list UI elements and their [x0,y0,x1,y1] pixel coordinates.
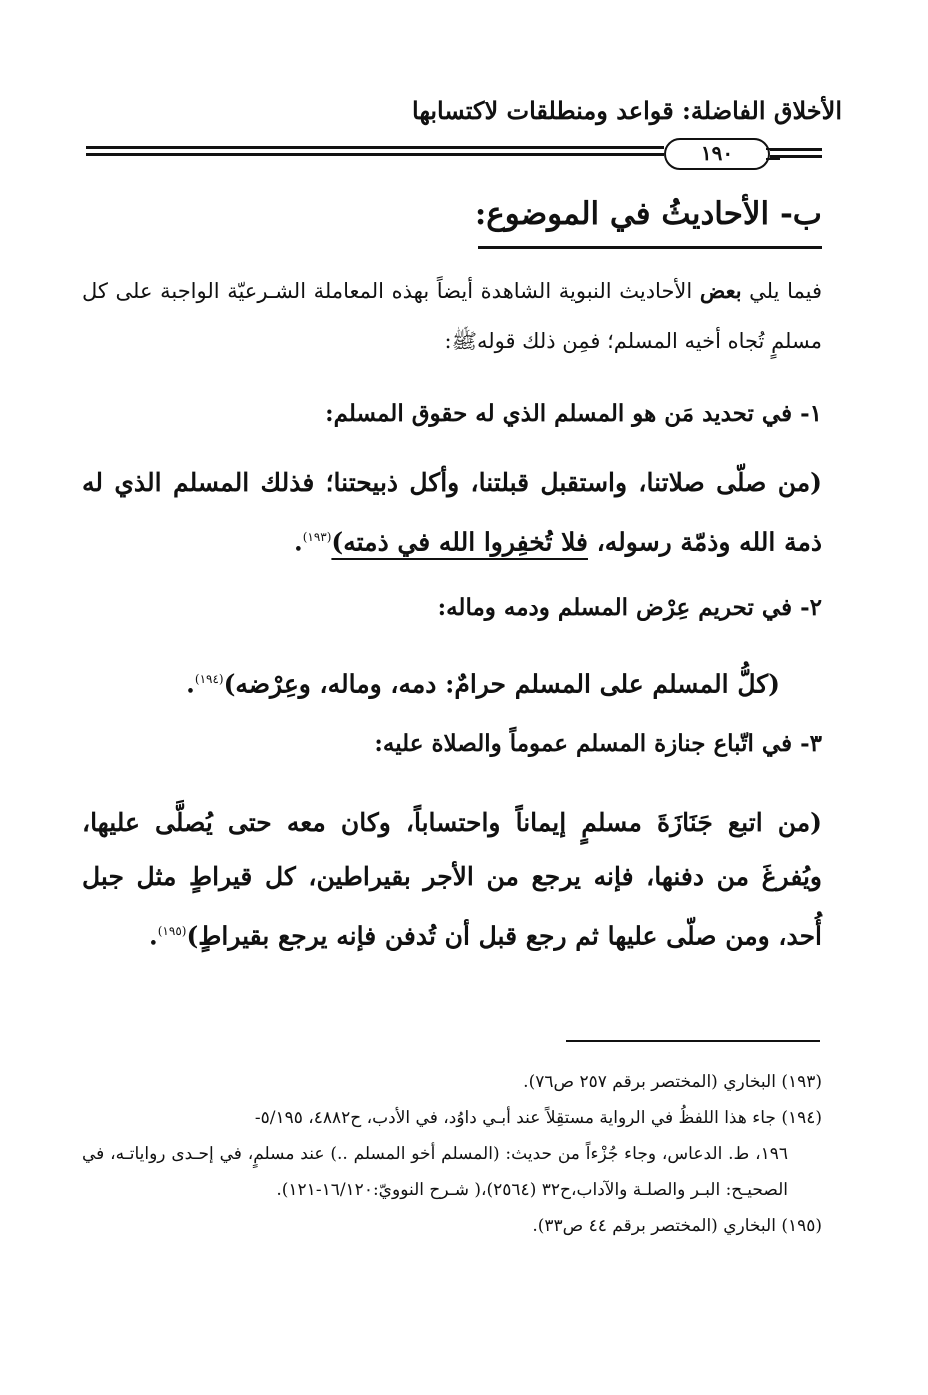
item-1-hadith-text: (من صلّى صلاتنا، واستقبل قبلتنا، وأكل ذبيحتنا؛ فذلك المسلم الذي له ذمة الله وذمّة رسوله، [82,468,822,557]
footnote-195: (١٩٥) البخاري (المختصر برقم ٤٤ ص٣٣). [532,1216,822,1236]
section-heading: ب- الأحاديثُ في الموضوع: [474,196,822,232]
item-3-hadith [82,796,822,963]
footnote-separator [566,1040,820,1042]
item-2-end: . [186,669,195,699]
header-rule-right [770,148,822,162]
item-2-hadith [82,652,822,711]
intro-text-end: الأحاديث النبوية الشاهدة أيضاً بهذه المعاملة الشـرعيّة الواجبة على كل مسلمٍ تُجاه أخيه المسلم؛ فمِن ذلك قولهﷺ: [82,279,822,353]
footnote-194-continuation: ١٩٦، ط. الدعاس، وجاء جُزْءاً من حديث: (المسلم أخو المسلم ..) عند مسلمٍ، في إحـدى رواياتـه، في الصحيـح: البـر والصلـة والآداب،ح٣٢ (٢٥٦٤)،( شـرح النوويّ:١٦/١٢٠-١٢١). [82,1144,788,1200]
intro-bold-word: بعض [699,278,742,303]
page-number-badge [664,138,770,170]
item-2-hadith-text: (كلُّ المسلم على المسلم حرامٌ: دمه، وماله، وعِرْضه) [223,669,780,699]
item-3-hadith-text: (من اتبع جَنَازَةَ مسلمٍ إيماناً واحتساباً، وكان معه حتى يُصلَّى عليها، ويُفرغَ من دفنها، فإنه يرجع من الأجر بقيراطين، كل قيراطٍ مثل جبل أُحد، ومن صلّى عليها ثم رجع قبل أن تُدفن فإنه يرجع بقيراطٍ) [82,808,822,951]
header-rule-left [86,146,664,164]
footnote-194-first-line: (١٩٤) جاء هذا اللفظُ في الرواية مستقِلاً عند أبـي داوُد، في الأدب، ح٤٨٨٢، ٥/١٩٥- [254,1108,822,1128]
item-1-heading: ١- في تحديد مَن هو المسلم الذي له حقوق المسلم: [325,400,822,427]
running-header-title: الأخلاق الفاضلة: قواعد ومنطلقات لاكتسابها [412,96,842,125]
item-1-end: . [293,527,303,557]
item-3-end: . [149,921,158,951]
item-1-hadith [82,456,822,569]
item-2-heading: ٢- في تحريم عِرْض المسلم ودمه وماله: [437,594,822,621]
item-3-heading: ٣- في اتّباع جنازة المسلم عموماً والصلاة عليه: [374,730,822,757]
page-number: ١٩٠ [700,141,734,165]
item-1-hadith-underlined: فلا تُخفِروا الله في ذمته) [331,527,588,557]
section-heading-underline [478,246,822,249]
item-2-footnote-ref: (١٩٤) [194,672,224,686]
item-1-footnote-ref: (١٩٣) [302,530,332,544]
item-3-footnote-ref: (١٩٥) [157,924,187,938]
footnote-193: (١٩٣) البخاري (المختصر برقم ٢٥٧ ص٧٦). [523,1072,822,1092]
intro-paragraph [82,266,822,366]
intro-text-start: فيما يلي [741,279,822,303]
footnotes [82,1064,822,1244]
